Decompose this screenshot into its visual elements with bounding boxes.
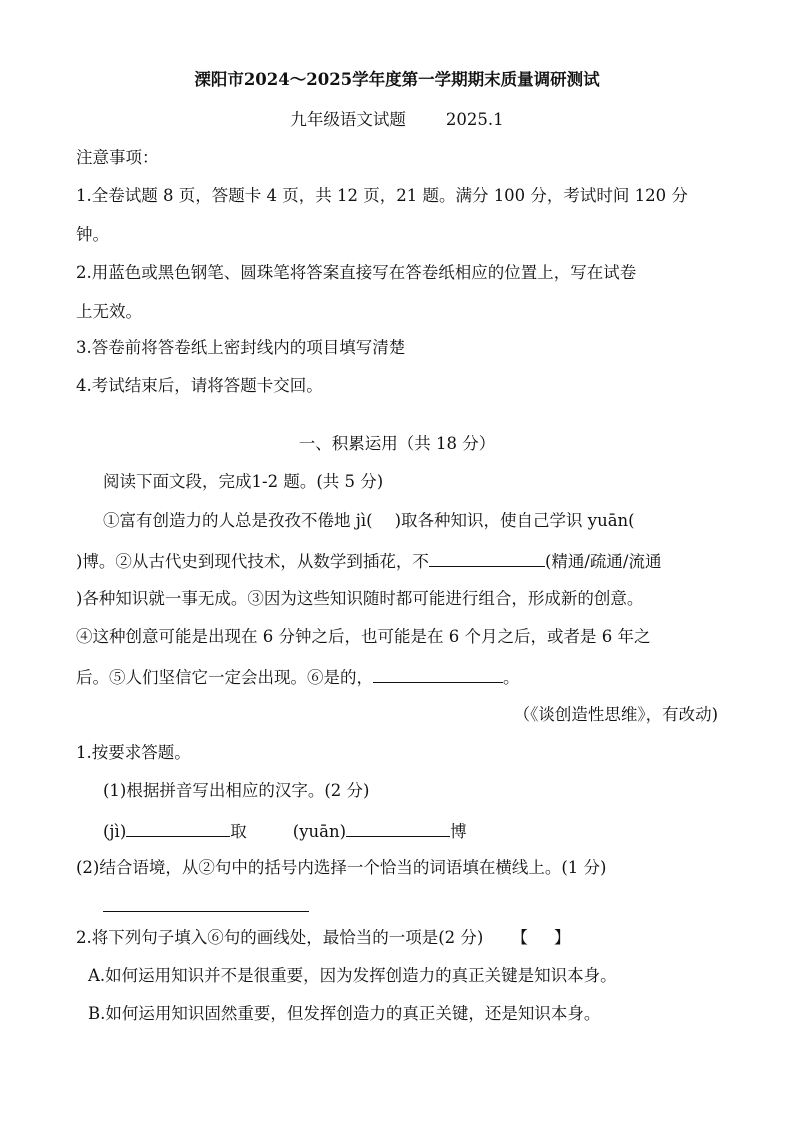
word-choice-blank[interactable]	[429, 550, 545, 567]
pinyin-2-blank[interactable]	[346, 820, 450, 837]
passage-line-2	[76, 550, 662, 572]
pinyin-2: (yuān)	[292, 822, 347, 841]
notice-item-2-line-1: 2.用蓝色或黑色钢笔、圆珠笔将答案直接写在答卷纸相应的位置上，写在试卷	[76, 263, 637, 282]
exam-date: 2025.1	[445, 110, 504, 129]
notice-item-4: 4.考试结束后，请将答题卡交回。	[76, 376, 323, 395]
notice-heading: 注意事项：	[76, 148, 159, 167]
option-b: B.如何运用知识固然重要，但发挥创造力的真正关键，还是知识本身。	[88, 1004, 601, 1023]
passage-line-5-part-a: 后。⑤人们坚信它一定会出现。⑥是的，	[76, 668, 373, 687]
question-2-heading: 2.将下列句子填入⑥句的画线处，最恰当的一项是(2 分)	[76, 928, 484, 947]
pinyin-1: (jì)	[103, 822, 127, 841]
notice-item-1-line-1: 1.全卷试题 8 页，答题卡 4 页，共 12 页，21 题。满分 100 分，考试时间 120 分	[76, 186, 688, 205]
question-1-heading: 1.按要求答题。	[76, 743, 191, 762]
word-answer-blank[interactable]	[103, 895, 309, 912]
passage-line-3: )各种知识就一事无成。③因为这些知识随时都可能进行组合，形成新的创意。	[76, 589, 644, 608]
pinyin-2-char: 博	[450, 822, 467, 841]
passage-source: （《谈创造性思维》，有改动)	[513, 705, 718, 724]
passage-line-2-part-b: (精通/疏通/流通	[544, 552, 662, 571]
notice-item-1-line-2: 钟。	[76, 225, 109, 244]
pinyin-answer-row	[103, 820, 467, 842]
passage-line-1	[103, 511, 635, 531]
exam-subtitle	[0, 110, 794, 130]
passage-line-1-part-b: )取各种知识，使自己学识 yuān(	[394, 511, 635, 530]
pinyin-1-blank[interactable]	[126, 820, 230, 837]
notice-item-3: 3.答卷前将答卷纸上密封线内的项目填写清楚	[76, 338, 406, 357]
answer-bracket-close: 】	[553, 928, 571, 947]
passage-line-5	[76, 666, 520, 688]
section-heading: 一、积累运用（共 18 分）	[298, 434, 496, 453]
passage-line-5-part-b: 。	[503, 668, 520, 687]
passage-line-1-part-a: ①富有创造力的人总是孜孜不倦地 jì(	[103, 511, 373, 530]
option-a: A.如何运用知识并不是很重要，因为发挥创造力的真正关键是知识本身。	[88, 966, 617, 985]
answer-bracket-open: 【	[511, 928, 528, 947]
sentence-blank[interactable]	[373, 666, 503, 683]
question-1-sub-2: (2)结合语境，从②句中的括号内选择一个恰当的词语填在横线上。(1 分)	[76, 858, 607, 877]
word-answer-row	[103, 895, 309, 917]
pinyin-1-char: 取	[230, 822, 247, 841]
passage-line-4: ④这种创意可能是出现在 6 分钟之后，也可能是在 6 个月之后，或者是 6 年之	[76, 627, 651, 646]
question-1-sub-1: (1)根据拼音写出相应的汉字。(2 分)	[103, 781, 370, 800]
passage-line-2-part-a: )博。②从古代史到现代技术，从数学到插花，不	[76, 552, 429, 571]
subject-label: 九年级语文试题	[290, 110, 406, 129]
exam-title: 溧阳市2024～2025学年度第一学期期末质量调研测试	[194, 70, 600, 89]
question-2-heading-row	[76, 928, 570, 948]
notice-item-2-line-2: 上无效。	[76, 302, 142, 321]
passage-intro: 阅读下面文段，完成1-2 题。(共 5 分)	[103, 472, 384, 491]
